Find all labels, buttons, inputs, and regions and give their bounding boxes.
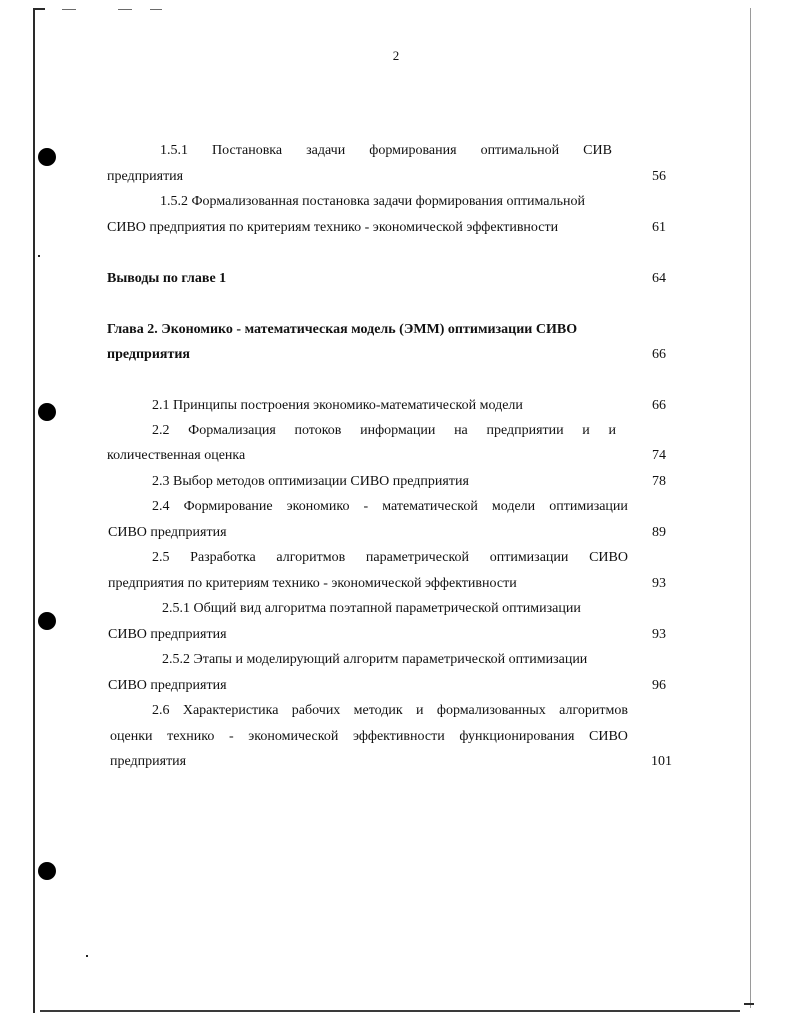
toc-word: технико: [167, 729, 215, 744]
toc-word: экономико: [286, 499, 350, 514]
toc-section-number: 2.2: [152, 423, 170, 438]
toc-word: эффективности: [352, 729, 445, 744]
toc-word: формализованных: [436, 703, 546, 718]
toc-word: алгоритмов: [276, 550, 346, 565]
toc-entry-2-2-line1: [152, 422, 616, 440]
toc-page-number: 61: [652, 220, 666, 235]
punch-hole: [38, 403, 56, 421]
toc-page-number: 101: [651, 754, 672, 769]
toc-entry-2-4-line1: [152, 498, 628, 516]
scan-top-dash: [62, 9, 76, 10]
punch-hole: [38, 862, 56, 880]
toc-entry-2-6-line1: [152, 702, 628, 720]
toc-entry-chapter-2-line1: Глава 2. Экономико - математическая модель (ЭММ) оптимизации СИВО: [107, 322, 578, 337]
page-number: 2: [392, 48, 400, 63]
toc-entry-2-5-2-line1: 2.5.2 Этапы и моделирующий алгоритм параметрической оптимизации: [162, 652, 588, 667]
toc-word: информации: [360, 423, 436, 438]
toc-word: математической: [382, 499, 478, 514]
toc-word: оптимальной: [480, 143, 560, 158]
scan-right-mark: [744, 1003, 754, 1005]
toc-entry-2-2-line2: количественная оценка: [107, 448, 246, 463]
scan-speck: [86, 955, 88, 957]
toc-word: Характеристика: [182, 703, 279, 718]
toc-word: оценки: [110, 729, 153, 744]
toc-entry-1-5-2-line1: 1.5.2 Формализованная постановка задачи формирования оптимальной: [160, 194, 586, 209]
toc-word: оптимизации: [489, 550, 569, 565]
toc-word: Формирование: [183, 499, 273, 514]
toc-word: СИВО: [589, 729, 628, 744]
toc-page-number: 66: [652, 398, 666, 413]
toc-section-number: 2.4: [152, 499, 170, 514]
toc-page-number: 74: [652, 448, 666, 463]
toc-word: на: [454, 423, 468, 438]
toc-entry-2-5-line2: предприятия по критериям технико - экономической эффективности: [108, 576, 517, 591]
toc-word: алгоритмов: [559, 703, 628, 718]
toc-page-number: 96: [652, 678, 666, 693]
toc-word: задачи: [306, 143, 346, 158]
scan-top-dash: [118, 9, 132, 10]
toc-word: -: [228, 729, 234, 744]
scan-left-border: [33, 8, 35, 1013]
scan-speck: [38, 255, 40, 257]
toc-page-number: 93: [652, 576, 666, 591]
toc-word: методик: [353, 703, 403, 718]
toc-word: модели: [491, 499, 536, 514]
scan-right-border: [750, 8, 751, 1008]
toc-word: СИВ: [583, 143, 612, 158]
toc-entry-2-5-1-line1: 2.5.1 Общий вид алгоритма поэтапной параметрической оптимизации: [162, 601, 581, 616]
toc-word: потоков: [294, 423, 342, 438]
toc-entry-1-5-2-line2: СИВО предприятия по критериям технико - экономической эффективности: [107, 220, 559, 235]
toc-entry-1-5-1-line1: [160, 142, 612, 160]
toc-word: и: [582, 423, 590, 438]
toc-word: оптимизации: [549, 499, 628, 514]
toc-word: и: [416, 703, 424, 718]
toc-section-number: 2.6: [152, 703, 170, 718]
toc-section-number: 2.5: [152, 550, 170, 565]
toc-word: предприятии: [486, 423, 564, 438]
scan-bottom-border: [40, 1010, 740, 1012]
toc-word: формирования: [369, 143, 457, 158]
toc-page-number: 93: [652, 627, 666, 642]
toc-word: функционирования: [459, 729, 575, 744]
toc-word: Разработка: [190, 550, 256, 565]
toc-entry-2-5-2-line2: СИВО предприятия: [108, 678, 227, 693]
toc-entry-2-6-line2: [110, 728, 628, 746]
toc-entry-2-5-1-line2: СИВО предприятия: [108, 627, 227, 642]
toc-entry-2-1: 2.1 Принципы построения экономико-математической модели: [152, 398, 523, 413]
toc-word: экономической: [248, 729, 339, 744]
punch-hole: [38, 612, 56, 630]
scan-top-corner: [33, 8, 45, 10]
toc-word: рабочих: [291, 703, 341, 718]
toc-entry-1-5-1-line2: предприятия: [107, 169, 184, 184]
toc-word: СИВО: [589, 550, 628, 565]
toc-word: параметрической: [365, 550, 470, 565]
toc-page-number: 56: [652, 169, 666, 184]
toc-page-number: 66: [652, 347, 666, 362]
toc-word: Формализация: [188, 423, 276, 438]
punch-hole: [38, 148, 56, 166]
toc-entry-conclusions-ch1: Выводы по главе 1: [107, 271, 227, 286]
toc-word: Постановка: [212, 143, 283, 158]
toc-entry-chapter-2-line2: предприятия: [107, 347, 190, 362]
toc-entry-2-6-line3: предприятия: [110, 754, 187, 769]
toc-entry-2-3: 2.3 Выбор методов оптимизации СИВО предприятия: [152, 474, 469, 489]
scan-top-dash: [150, 9, 162, 10]
toc-page-number: 78: [652, 474, 666, 489]
toc-word: и: [608, 423, 616, 438]
toc-section-number: 1.5.1: [160, 143, 188, 158]
toc-word: -: [363, 499, 369, 514]
toc-entry-2-4-line2: СИВО предприятия: [108, 525, 227, 540]
toc-entry-2-5-line1: [152, 549, 628, 567]
toc-page-number: 64: [652, 271, 666, 286]
toc-page-number: 89: [652, 525, 666, 540]
